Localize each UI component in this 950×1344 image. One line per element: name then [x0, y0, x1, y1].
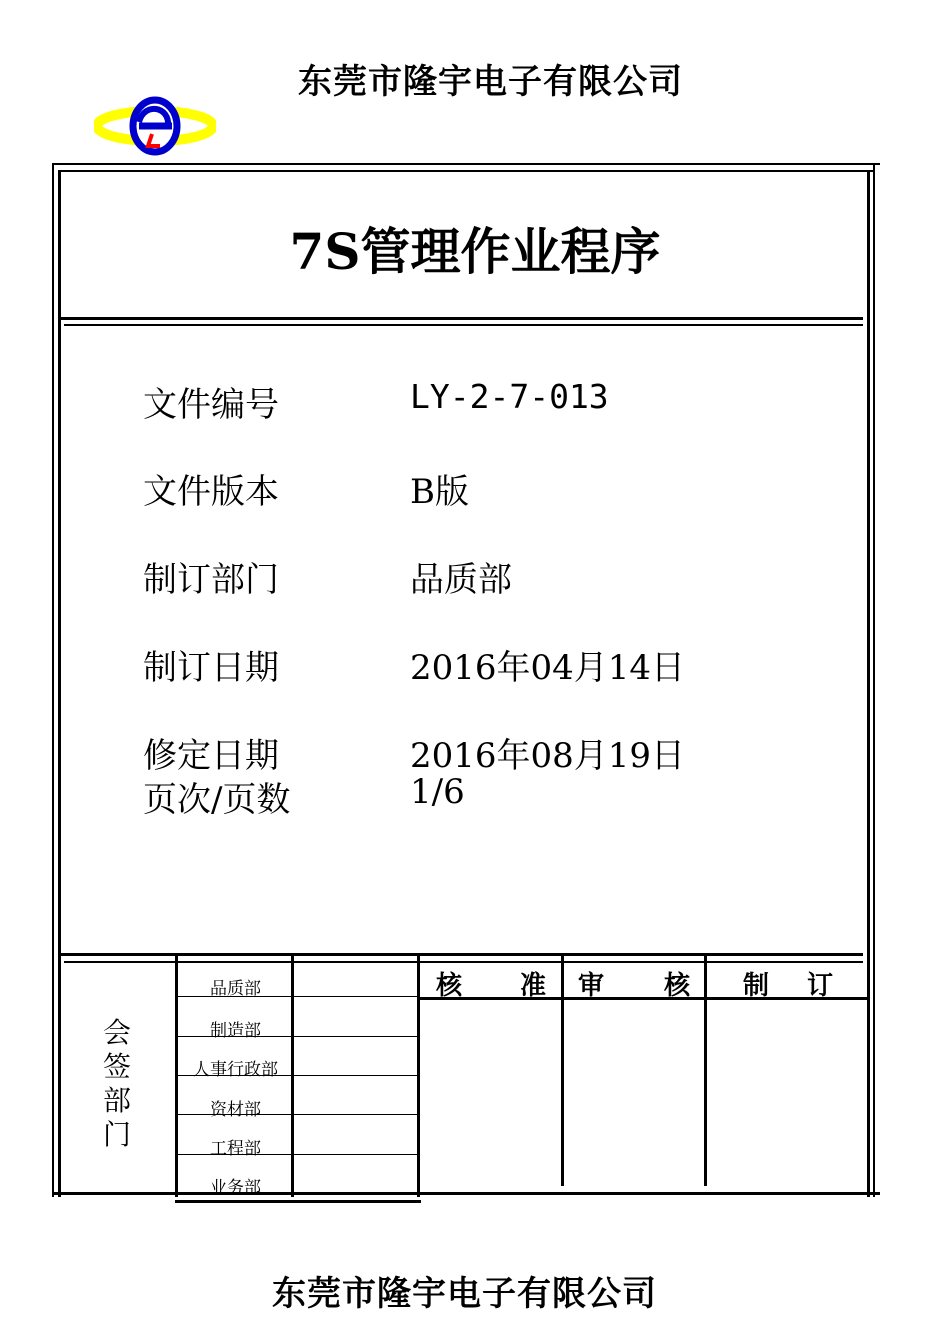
dept-label: 制订部门 — [143, 560, 279, 600]
dept-manufacturing: 制造部 — [210, 1021, 261, 1041]
review-header-char: 核 — [664, 971, 691, 1001]
countersign-char: 门 — [102, 1118, 131, 1151]
dept-sales: 业务部 — [210, 1178, 261, 1198]
company-logo-icon — [94, 96, 216, 156]
company-name-header: 东莞市隆宇电子有限公司 — [298, 62, 683, 102]
page-count-value: 1/6 — [410, 772, 465, 812]
document-title: 7S管理作业程序 — [289, 222, 661, 281]
doc-version-label: 文件版本 — [143, 472, 279, 512]
dept-hr-admin: 人事行政部 — [193, 1060, 278, 1080]
countersign-char: 签 — [102, 1050, 131, 1083]
doc-version-value: B版 — [410, 472, 469, 512]
approve-header-char: 核 — [436, 971, 463, 1001]
created-date-value: 2016年04月14日 — [410, 648, 686, 688]
draft-header-char: 订 — [807, 971, 834, 1001]
dept-engineering: 工程部 — [210, 1139, 261, 1159]
countersign-char: 会 — [102, 1016, 131, 1049]
draft-header-char: 制 — [743, 971, 770, 1001]
review-header-char: 审 — [578, 971, 605, 1001]
dept-quality: 品质部 — [210, 979, 261, 999]
countersign-char: 部 — [102, 1084, 131, 1117]
doc-number-value: LY-2-7-013 — [410, 377, 609, 416]
revised-date-value: 2016年08月19日 — [410, 736, 686, 776]
page-count-label: 页次/页数 — [143, 780, 291, 820]
doc-number-label: 文件编号 — [143, 385, 279, 425]
approve-header-char: 准 — [520, 971, 547, 1001]
created-date-label: 制订日期 — [143, 648, 279, 688]
revised-date-label: 修定日期 — [143, 736, 279, 776]
dept-value: 品质部 — [410, 560, 512, 600]
countersign-label — [100, 1016, 134, 1152]
dept-materials: 资材部 — [210, 1100, 261, 1120]
company-name-footer: 东莞市隆宇电子有限公司 — [272, 1274, 657, 1314]
